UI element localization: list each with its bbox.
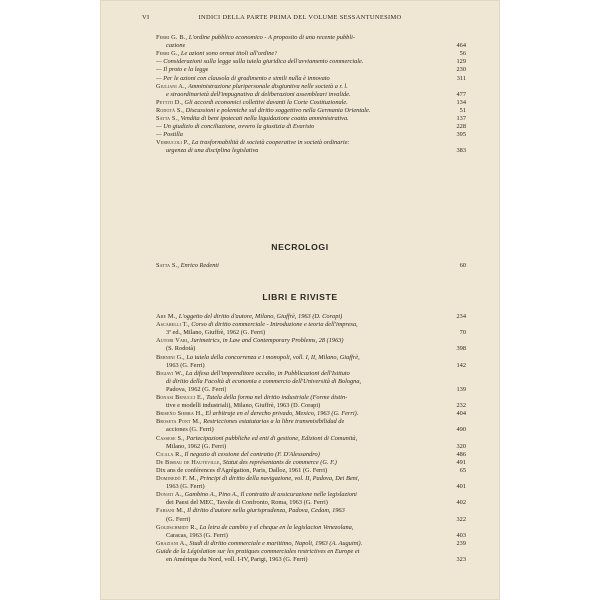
entry-text: Goldschmidt R., La letra de cambio y el cheque en la legislacion Venezolana, bbox=[156, 523, 354, 531]
index-entry-line bbox=[156, 262, 466, 273]
page-reference: 477 bbox=[456, 90, 466, 98]
page-reference: 51 bbox=[459, 106, 466, 114]
entry-text: tive e modelli industriali), Milano, Giuffrè, 1963 (D. Corapi) bbox=[166, 402, 321, 410]
page-reference: 383 bbox=[456, 147, 466, 155]
entry-text: Rodotà S., Discussioni e polemiche sul diritto soggettivo nella Germania Orientale. bbox=[156, 106, 371, 114]
entry-text: — Postilla bbox=[156, 131, 183, 139]
page-reference: 56 bbox=[459, 50, 466, 58]
entry-text: Satta S., Enrico Redenti bbox=[156, 262, 219, 269]
entry-text: 1963 (G. Ferri) bbox=[166, 483, 205, 491]
page-reference: 137 bbox=[456, 115, 466, 122]
entry-text: Guide de la Législation sur les pratiques commerciales restrictives en Europe et bbox=[156, 547, 360, 555]
entry-text: — Considerazioni sulla legge sulla tutela giuridica dell'avviamento commerciale. bbox=[156, 58, 364, 66]
entry-text: Cicala R., Il negozio di cessione del contratto (F. D'Alessandro) bbox=[156, 450, 320, 458]
page-reference: 398 bbox=[456, 345, 466, 353]
entry-text: urgenza di una disciplina legislativa bbox=[166, 147, 259, 155]
entry-text: Milano, 1962 (G. Ferri) bbox=[166, 442, 227, 450]
entry-text: dei Paesi del MEC, Tavole di Confronto, Roma, 1963 (G. Ferri) bbox=[166, 499, 328, 507]
entry-text: — Un giudizio di conciliazione, ovvero la giustizia di Evaristo bbox=[156, 123, 315, 131]
entry-text: Pettiti D., Gli accordi economici collettivi davanti la Corte Costituzionale. bbox=[156, 98, 348, 106]
page-reference: 230 bbox=[456, 66, 466, 74]
entry-text: — Per le azioni con clausola di gradimento e simili nulla è innovato bbox=[156, 74, 330, 82]
entry-text: — Il proto e la legge bbox=[156, 66, 209, 74]
entry-text: Satta S., Vendita di beni ipotecati nella liquidazione coatta amministrativa. bbox=[156, 115, 349, 122]
entry-text: De Bisbau de Hauteville, Statut des représentants de commerce (G. F.) bbox=[156, 458, 337, 466]
entry-text: Autori Vari, Jurimetrics, in Law and Contemporary Problems, 28 (1963) bbox=[156, 337, 344, 345]
page-reference: 134 bbox=[456, 98, 466, 106]
page-reference: 486 bbox=[456, 450, 466, 458]
entry-text: Ferri G. B., L'ordine pubblico economico - A proposito di una recente pubbli- bbox=[156, 34, 355, 41]
entry-text: (S. Rodotà) bbox=[166, 345, 196, 353]
entry-text: Padova, 1962 (G. Ferri) bbox=[166, 385, 227, 393]
entry-text: 3ª ed., Milano, Giuffrè, 1962 (G. Ferri) bbox=[166, 329, 266, 337]
entry-text: Verrucoli P., La trasformabilità di società cooperative in società ordinarie: bbox=[156, 139, 350, 147]
entry-text: Graziani A., Studi di diritto commerciale e marittimo, Napoli, 1963 (A. Auguini). bbox=[156, 539, 363, 547]
page-reference: 395 bbox=[456, 131, 466, 139]
page-reference: 401 bbox=[456, 483, 466, 491]
page-reference: 139 bbox=[456, 385, 466, 393]
page-reference: 234 bbox=[456, 313, 466, 320]
entry-text: e straordinarietà dell'impugnativa di deliberazioni assembleari invalide. bbox=[166, 90, 351, 98]
page-reference: 490 bbox=[456, 426, 466, 434]
section-heading-necrologi: NECROLOGI bbox=[271, 242, 329, 252]
entry-text: cazione bbox=[166, 42, 186, 50]
page-reference: 239 bbox=[456, 539, 466, 547]
entry-text: Fabiani M., Il diritto d'autore nella giurisprudenza, Padova, Cedam, 1963 bbox=[156, 507, 345, 515]
entry-text: Caracas, 1963 (G. Ferri) bbox=[166, 531, 228, 539]
entry-text: Are M., L'oggetto del diritto d'autore, Milano, Giuffrè, 1963 (D. Corapi) bbox=[156, 313, 343, 320]
entry-text: Briseño Sierra H., El arbitraje en el derecho privado, Mexico, 1963 (G. Ferri). bbox=[156, 410, 359, 418]
entry-text: acciones (G. Ferri) bbox=[166, 426, 214, 434]
entry-text: 1963 (G. Ferri) bbox=[166, 361, 205, 369]
entry-text: en Amérique du Nord, voll. I-IV, Parigi, 1963 (G. Ferri) bbox=[166, 556, 308, 563]
page-reference: 60 bbox=[459, 262, 466, 269]
page-reference: 129 bbox=[456, 58, 466, 66]
index-entry-line bbox=[156, 147, 466, 158]
page-reference: 464 bbox=[456, 42, 466, 50]
entry-text: Giuliani A., Amministrazione pluripersonale disgiuntiva nelle società a r. l. bbox=[156, 82, 348, 90]
page-number: VI bbox=[142, 14, 150, 21]
index-entry-line bbox=[156, 556, 466, 567]
page-reference: 70 bbox=[459, 329, 466, 337]
page-reference: 402 bbox=[456, 499, 466, 507]
entry-text: Dominedò F. M., Principi di diritto della navigazione, vol. II, Padova, Dei Beni, bbox=[156, 475, 360, 482]
entry-text: Ascarelli T., Corso di diritto commerciale - Introduzione e teoria dell'impresa, bbox=[156, 321, 358, 329]
entry-text: Bonasi Benucci E., Tutela della forma nel diritto industriale (Forme distin- bbox=[156, 394, 348, 401]
page-reference: 404 bbox=[456, 410, 466, 418]
entry-text: Bernini G., La tutela della concorrenza e i monopoli, voll. I, II, Milano, Giuffrè, bbox=[156, 353, 360, 361]
page-reference: 232 bbox=[456, 402, 466, 410]
entry-text: Dix ans de conférences d'Agrégation, Paris, Dalloz, 1961 (G. Ferri) bbox=[156, 466, 328, 474]
page-header bbox=[100, 14, 500, 26]
book-page bbox=[100, 0, 500, 600]
running-title: INDICI DELLA PARTE PRIMA DEL VOLUME SESSANTUNESIMO bbox=[198, 14, 402, 21]
section-heading-libri-e-riviste: LIBRI E RIVISTE bbox=[262, 292, 338, 302]
page-reference: 65 bbox=[459, 466, 466, 474]
page-reference: 322 bbox=[456, 515, 466, 523]
entry-text: di diritto della Facoltà di economia e commercio dell'Università di Bologna, bbox=[166, 377, 362, 385]
entry-text: Cassese S., Partecipazioni pubbliche ed enti di gestione, Edizioni di Comunità, bbox=[156, 434, 358, 442]
page-reference: 403 bbox=[456, 531, 466, 539]
page-reference: 142 bbox=[456, 361, 466, 369]
page-reference: 491 bbox=[456, 458, 466, 466]
entry-text: Broseta Pont M., Restricciones estatutarias a la libre transmisibilidad de bbox=[156, 418, 345, 426]
entry-text: (G. Ferri) bbox=[166, 515, 191, 523]
entry-text: Ferri G., Le azioni sono ormai titoli all'ordine? bbox=[156, 50, 278, 58]
page-reference: 323 bbox=[456, 556, 466, 563]
entry-text: Bigiavi W., La difesa dell'imprenditore occulto, in Pubblicazioni dell'Istituto bbox=[156, 369, 350, 377]
page-reference: 228 bbox=[456, 123, 466, 131]
entry-text: Donati A., Gambino A., Pino A., Il contratto di assicurazione nelle legislazioni bbox=[156, 491, 357, 499]
page-reference: 311 bbox=[456, 74, 466, 82]
page-reference: 320 bbox=[456, 442, 466, 450]
